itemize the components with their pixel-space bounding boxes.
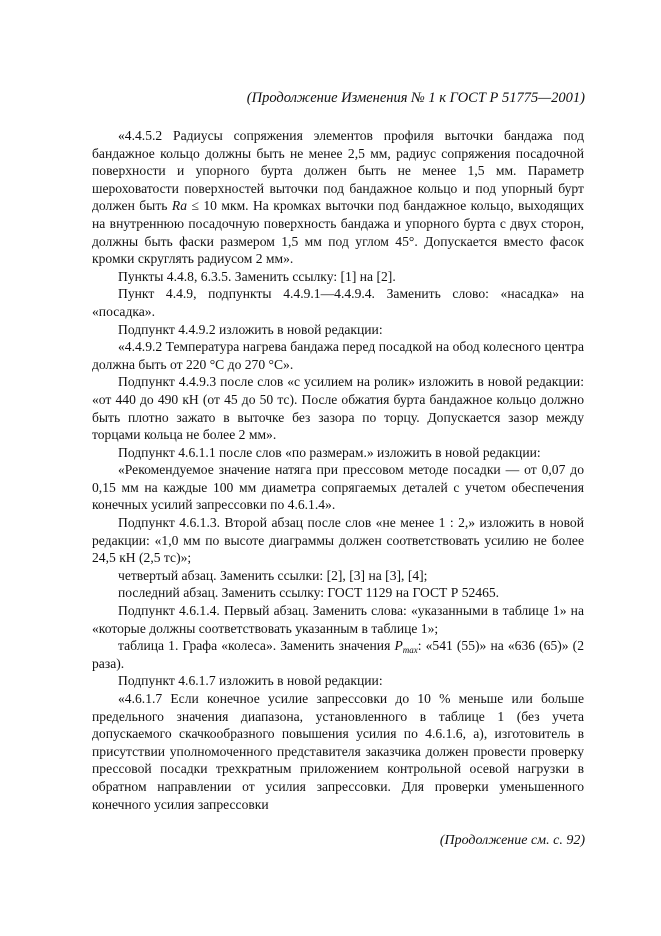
paragraph-table-1-part1: таблица 1. Графа «колеса». Заменить значения — [118, 638, 391, 654]
paragraph-4452-part1: «4.4.5.2 Радиусы сопряжения элементов профиля выточки бандажа под бандажное кольцо должны быть не менее 2,5 мм, радиус сопряжения посадочной поверхности и упорного бурта должен быть не менее 1,5 мм. Параметр шероховатости поверхностей выточки под бандажное кольцо и под упорный бурт должен быть — [92, 128, 584, 214]
paragraph-4614: Подпункт 4.6.1.4. Первый абзац. Заменить слова: «указанными в таблице 1» на «которые должны соответствовать указанным в таблице 1»; — [92, 603, 584, 636]
page-header: (Продолжение Изменения № 1 к ГОСТ Р 51775—2001) — [246, 90, 585, 106]
paragraph-4617: «4.6.1.7 Если конечное усилие запрессовки до 10 % меньше или больше предельного значения диапазона, установленного в таблице 1 (без учета допускаемого скачкообразного повышения усилия по 4.6.1.6, а), изготовитель в присутствии уполномоченного представителя заказчика должен провести проверку прессовой посадки трехкратным приложением контрольной осевой нагрузки в обратном направлении от усилия запрессовки. Для проверки уменьшенного конечного усилия запрессовки — [92, 691, 584, 812]
symbol-ra: Ra — [171, 198, 188, 214]
paragraph-4617-intro: Подпункт 4.6.1.7 изложить в новой редакции: — [118, 673, 383, 689]
paragraph-table-1 — [92, 637, 584, 672]
paragraph-4452-part2: ≤ 10 мкм. На кромках выточки под бандажное кольцо, выходящих на внутреннюю посадочную поверхность бандажа и упорного бурта с двух сторон, должны быть фаски размером 1,5 мм под углом 45°. Допускается вместо фасок кромки скруглять радиусом 2 мм». — [92, 198, 585, 267]
body-text — [92, 127, 584, 813]
paragraph-item-449: Пункт 4.4.9, подпункты 4.4.9.1—4.4.9.4. Заменить слово: «насадка» на «посадка». — [92, 286, 584, 319]
symbol-p: P — [394, 638, 403, 654]
paragraph-items-448: Пункты 4.4.8, 6.3.5. Заменить ссылку: [1] на [2]. — [118, 268, 396, 284]
paragraph-4492-intro: Подпункт 4.4.9.2 изложить в новой редакции: — [118, 321, 383, 337]
paragraph-table-1-part2: : «541 (55)» на «636 (65)» (2 раза). — [92, 638, 584, 671]
paragraph-4452 — [92, 127, 584, 268]
paragraph-4492: «4.4.9.2 Температура нагрева бандажа перед посадкой на обод колесного центра должна быть от 220 °С до 270 °С». — [92, 339, 584, 372]
paragraph-last-abzac: последний абзац. Заменить ссылку: ГОСТ 1129 на ГОСТ Р 52465. — [118, 585, 500, 601]
page-footer: (Продолжение см. с. 92) — [439, 833, 585, 848]
symbol-p-subscript: max — [402, 645, 418, 656]
paragraph-fourth-abzac: четвертый абзац. Заменить ссылки: [2], [3] на [3], [4]; — [118, 567, 428, 583]
paragraph-4613: Подпункт 4.6.1.3. Второй абзац после слов «не менее 1 : 2,» изложить в новой редакции: «1,0 мм по высоте диаграммы должен соответствовать усилию не более 24,5 кН (2,5 тс)»; — [92, 515, 584, 566]
paragraph-4611: «Рекомендуемое значение натяга при прессовом методе посадки — от 0,07 до 0,15 мм на каждые 100 мм диаметра сопрягаемых деталей с учетом обеспечения конечных усилий запрессовки по 4.6.1.4». — [92, 462, 584, 513]
paragraph-4493: Подпункт 4.4.9.3 после слов «с усилием на ролик» изложить в новой редакции: «от 440 до 490 кН (от 45 до 50 тс). После обжатия бурта бандажное кольцо должно быть плотно зажато в выточке без зазора по торцу. Допускается зазор между торцами кольца не более 2 мм». — [92, 374, 584, 443]
paragraph-4611-intro: Подпункт 4.6.1.1 после слов «по размерам.» изложить в новой редакции: — [118, 444, 541, 460]
